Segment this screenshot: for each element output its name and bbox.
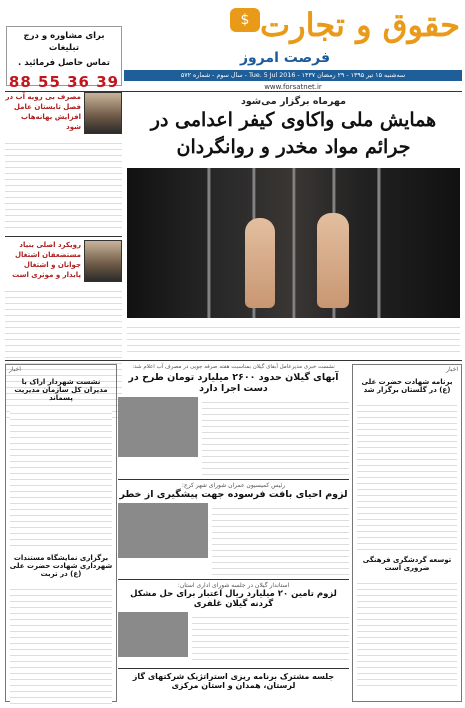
- right-news-column: [352, 364, 462, 702]
- lead-kicker: مهرماه برگزار می‌شود: [240, 96, 347, 107]
- sidebar-headline: مصرف بی رویه آب در فصل تابستان عامل افزایش بهانه‌هاب شود: [5, 93, 81, 131]
- column-headline: برگزاری نمایشگاه مستندات شهرداری شهادت حضرت علی (ع) در تربت: [9, 554, 113, 578]
- website: www.forsatnet.ir: [264, 83, 322, 91]
- divider: [118, 668, 349, 669]
- ad-phone: 88 55 36 39: [8, 73, 120, 91]
- divider: [118, 479, 349, 480]
- divider: [5, 236, 122, 237]
- column-headline: نشست شهردار اراک با مدیران کل سازمان مدیریت پسماند: [14, 378, 108, 402]
- column-label: اخبار: [9, 366, 21, 373]
- left-news-column: [5, 364, 117, 702]
- newspaper-title: حقوق و تجارت: [260, 6, 460, 44]
- text-block: [357, 578, 457, 688]
- story-headline: جلسه مشترک برنامه ریزی استراتژیک شرکتهای گاز لرستان، همدان و استان مرکزی: [132, 672, 335, 690]
- text-block: [10, 584, 112, 704]
- avatar: [84, 92, 122, 134]
- sidebar-item-2: [5, 240, 122, 282]
- story-photo: [118, 612, 188, 657]
- lead-photo: [127, 168, 460, 318]
- lead-story: [127, 96, 460, 161]
- newspaper-subtitle: فرصت امروز: [239, 50, 330, 66]
- text-block: [5, 138, 122, 228]
- story-headline: لزوم احیای بافت فرسوده جهت پیشگیری از خطر: [119, 489, 348, 500]
- logo-icon: $: [230, 8, 260, 32]
- ribbon: نشست خبری مدیرعامل آبفای گیلان بمناسبت هفته صرفه جویی در مصرف آب اعلام شد:: [132, 364, 335, 370]
- story-photo: [118, 397, 198, 457]
- advertising-box: [6, 26, 122, 91]
- story-2: [118, 503, 349, 575]
- story-headline: لزوم تامین ۲۰ میلیارد ریال اعتبار برای حل مشکل گردنه گیلان غلفری: [130, 589, 337, 609]
- story-headline: آبهای گیلان حدود ۲۶۰۰ میلیارد تومان طرح در دست اجرا دارد: [128, 372, 339, 394]
- text-block: [192, 612, 349, 664]
- story-kicker: رئیس کمیسیون عمران شورای شهر کرج:: [181, 482, 286, 489]
- date-bar: سه‌شنبه ۱۵ تیر ۱۳۹۵ - ۲۹ رمضان ۱۴۳۷ - Tue. 5 Jul 2016 - سال سوم - شماره ۵۷۲: [124, 70, 462, 81]
- column-headline: توسعه گردشگری فرهنگی ضروری است: [362, 556, 452, 572]
- divider: [5, 360, 462, 361]
- center-stories: [118, 364, 349, 704]
- text-block: [212, 503, 349, 575]
- story-3: [118, 612, 349, 664]
- lead-headline: همایش ملی واکاوی کیفر اعدامی در جرائم مواد مخدر و روانگردان: [150, 109, 437, 158]
- story-kicker: استاندار گیلان در جلسه شورای اداری استان:: [177, 582, 290, 589]
- ad-line-1: برای مشاوره و درج تبلیغات: [23, 31, 105, 53]
- text-block: [202, 397, 349, 475]
- column-headline: برنامه شهادت حضرت علی (ع) در گلستان برگزار شد: [361, 378, 453, 394]
- sidebar-item-1: [5, 92, 122, 134]
- lead-body: [127, 322, 460, 355]
- divider: [118, 579, 349, 580]
- story-1: [118, 397, 349, 475]
- text-block: [357, 400, 457, 550]
- story-photo: [118, 503, 208, 558]
- sidebar-headline: رویکرد اصلی بنیاد مستضعفان اشتغال جوانان و اشتغال پایدار و موثری است: [12, 241, 81, 279]
- column-label: اخبار: [446, 366, 458, 373]
- avatar: [84, 240, 122, 282]
- ad-line-2: تماس حاصل فرمائید .: [18, 58, 110, 68]
- text-block: [10, 408, 112, 548]
